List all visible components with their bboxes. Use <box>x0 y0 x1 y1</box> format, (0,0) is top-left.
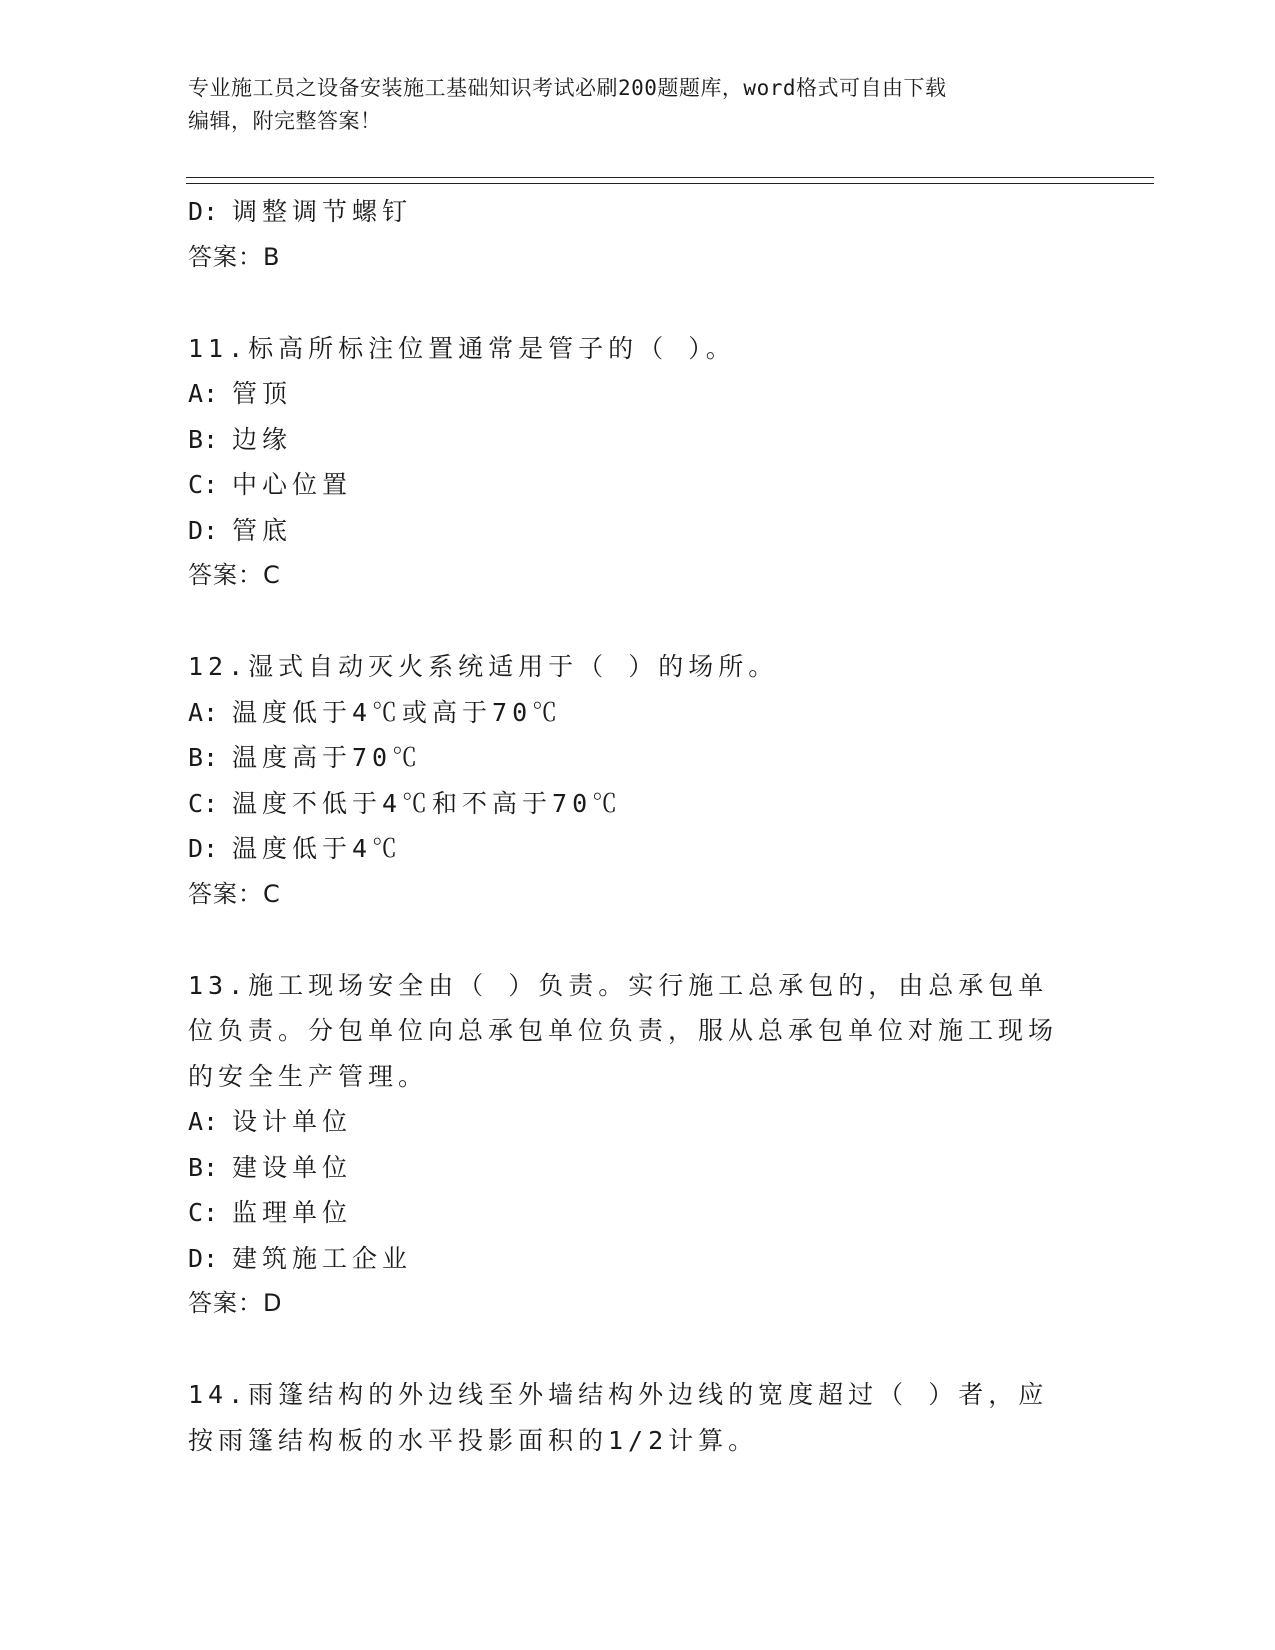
question-11 <box>188 326 1068 599</box>
spacer <box>188 599 1068 645</box>
option-letter: D: <box>188 197 219 226</box>
question-13 <box>188 963 1068 1327</box>
option-text: 监理单位 <box>232 1198 353 1227</box>
option-letter: C: <box>188 788 219 818</box>
spacer <box>188 1327 1068 1373</box>
option-b <box>188 417 1068 463</box>
option-text: 设计单位 <box>232 1107 353 1136</box>
header-divider-top <box>186 177 1154 178</box>
question-stem: 13.施工现场安全由（ ）负责。实行施工总承包的，由总承包单位负责。分包单位向总承包单位负责，服从总承包单位对施工现场的安全生产管理。 <box>188 970 1059 1091</box>
option-d <box>188 508 1068 554</box>
option-letter: A: <box>188 697 219 727</box>
question-list <box>188 189 1068 1463</box>
option-letter: A: <box>188 1107 219 1136</box>
option-a <box>188 371 1068 417</box>
option-letter: D: <box>188 515 219 545</box>
question-12 <box>188 644 1068 917</box>
option-letter: B: <box>188 743 219 772</box>
question-stem: 12.湿式自动灭火系统适用于（ ）的场所。 <box>188 652 779 681</box>
option-text: 中心位置 <box>232 470 353 499</box>
option-d <box>188 1236 1068 1282</box>
option-text: 温度低于4℃ <box>232 834 403 863</box>
question-14 <box>188 1372 1068 1463</box>
option-letter: C: <box>188 1198 219 1227</box>
option-d <box>188 826 1068 872</box>
option-text: 管顶 <box>232 379 293 408</box>
option-c <box>188 1190 1068 1236</box>
option-text: 建筑施工企业 <box>232 1243 413 1273</box>
option-text: 调整调节螺钉 <box>232 197 413 226</box>
option-letter: D: <box>188 1243 219 1273</box>
option-text: 建设单位 <box>232 1152 353 1182</box>
question-stem: 11.标高所标注位置通常是管子的（ ）。 <box>188 333 736 363</box>
spacer <box>188 280 1068 326</box>
option-letter: D: <box>188 834 219 863</box>
option-a <box>188 690 1068 736</box>
option-b <box>188 1145 1068 1191</box>
option-letter: C: <box>188 470 219 499</box>
option-letter: A: <box>188 379 219 408</box>
option-a <box>188 1099 1068 1145</box>
option-letter: B: <box>188 1152 219 1182</box>
option-b <box>188 735 1068 781</box>
header-line-2: 编辑，附完整答案！ <box>188 109 382 133</box>
option-text: 管底 <box>232 515 293 545</box>
question-stem: 14.雨篷结构的外边线至外墙结构外边线的宽度超过（ ）者，应按雨篷结构板的水平投影面积的1/2计算。 <box>188 1380 1049 1455</box>
option-text: 温度高于70℃ <box>232 743 423 772</box>
answer: 答案：C <box>188 879 281 908</box>
option-letter: B: <box>188 424 219 454</box>
answer: 答案：D <box>188 1289 283 1317</box>
option-text: 温度低于4℃或高于70℃ <box>232 697 563 727</box>
answer: 答案：C <box>188 561 281 589</box>
document-header <box>188 72 1068 138</box>
option-c <box>188 781 1068 827</box>
option-d <box>188 189 1068 235</box>
spacer <box>188 917 1068 963</box>
header-divider-bottom <box>186 183 1154 184</box>
option-text: 边缘 <box>232 424 293 454</box>
answer: 答案：B <box>188 242 281 271</box>
header-line-1: 专业施工员之设备安装施工基础知识考试必刷200题题库，word格式可自由下载 <box>188 76 947 100</box>
option-c <box>188 462 1068 508</box>
option-text: 温度不低于4℃和不高于70℃ <box>232 788 623 818</box>
